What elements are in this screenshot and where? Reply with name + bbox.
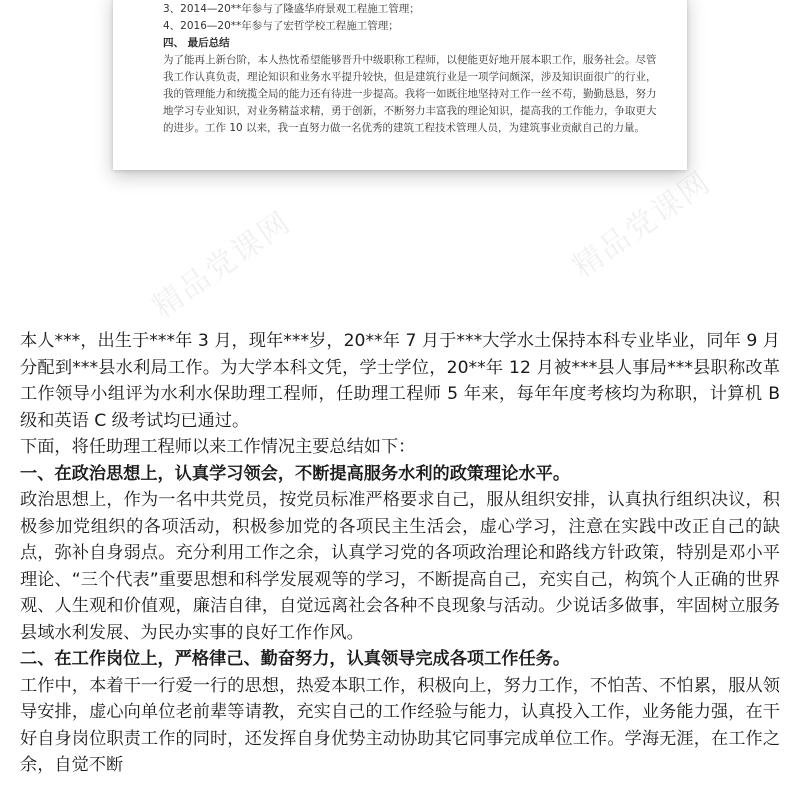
intro-paragraph: 本人***，出生于***年 3 月，现年***岁，20**年 7 月于***大学水土保持本科专业毕业，同年 9 月分配到***县水利局工作。为大学本科文凭，学士学位，20**年 12 月被***县人事局***县职称改革工作领导小组评为水利水保助理工程师，任助理工程师 5 年来，每年年度考核均为称职，计算机 B 级和英语 C 级考试均已通过。	[20, 331, 780, 431]
section-paragraph-2: 工作中，本着干一行爱一行的思想，热爱本职工作，积极向上，努力工作，不怕苦、不怕累，服从领导安排，虚心向单位老前辈等请教，充实自己的工作经验与能力，认真投入工作，业务能力强，在干好自身岗位职责工作的同时，还发挥自身优势主动协助其它同事完成单位工作。学海无涯，在工作之余，自觉不断	[20, 675, 780, 775]
watermark: 精品党课网	[566, 164, 718, 286]
section-paragraph-1: 政治思想上，作为一名中共党员，按党员标准严格要求自己，服从组织安排，认真执行组织决议，积极参加党组织的各项活动，积极参加党的各项民主生活会，虚心学习，注意在实践中改正自己的缺点，弥补自身弱点。充分利用工作之余，认真学习党的各项政治理论和路线方针政策，特别是邓小平理论、“三个代表”重要思想和科学发展观等的学习，不断提高自己，充实自己，构筑个人正确的世界观、人生观和价值观，廉洁自律，自觉远离社会各种不良现象与活动。少说话多做事，牢固树立服务县域水利发展、为民办实事的良好工作作风。	[20, 490, 780, 643]
preview-line: 4、2016—20**年参与了宏哲学校工程施工管理；	[163, 20, 399, 32]
preview-section-heading: 四、 最后总结	[163, 37, 230, 49]
watermark: 精品党课网	[146, 204, 298, 326]
preview-content	[163, 0, 663, 137]
preview-summary-paragraph: 为了能再上新台阶，本人热忱希望能够晋升中级职称工程师，以便能更好地开展本职工作，服务社会。尽管我工作认真负责，理论知识和业务水平提升较快，但是建筑行业是一项学问颇深，涉及知识面很广的行业，我的管理能力和统揽全局的能力还有待进一步提高。我将一如既往地坚持对工作一丝不苟，勤勤恳恳，努力地学习专业知识，对业务精益求精，勇于创新，不断努力丰富我的理论知识，提高我的工作能力，争取更大的进步。工作 10 以来，我一直努力做一名优秀的建筑工程技术管理人员，为建筑事业贡献自己的力量。	[163, 54, 657, 134]
section-heading-2: 二、在工作岗位上，严格律己、勤奋努力，认真领导完成各项工作任务。	[20, 649, 571, 669]
lead-sentence: 下面，将任助理工程师以来工作情况主要总结如下：	[20, 437, 416, 457]
section-heading-1: 一、在政治思想上，认真学习领会，不断提高服务水利的政策理论水平。	[20, 463, 571, 484]
document-body	[20, 328, 780, 779]
document-preview-card	[113, 0, 687, 170]
preview-line: 3、2014—20**年参与了隆盛华府景观工程施工管理；	[163, 3, 420, 15]
